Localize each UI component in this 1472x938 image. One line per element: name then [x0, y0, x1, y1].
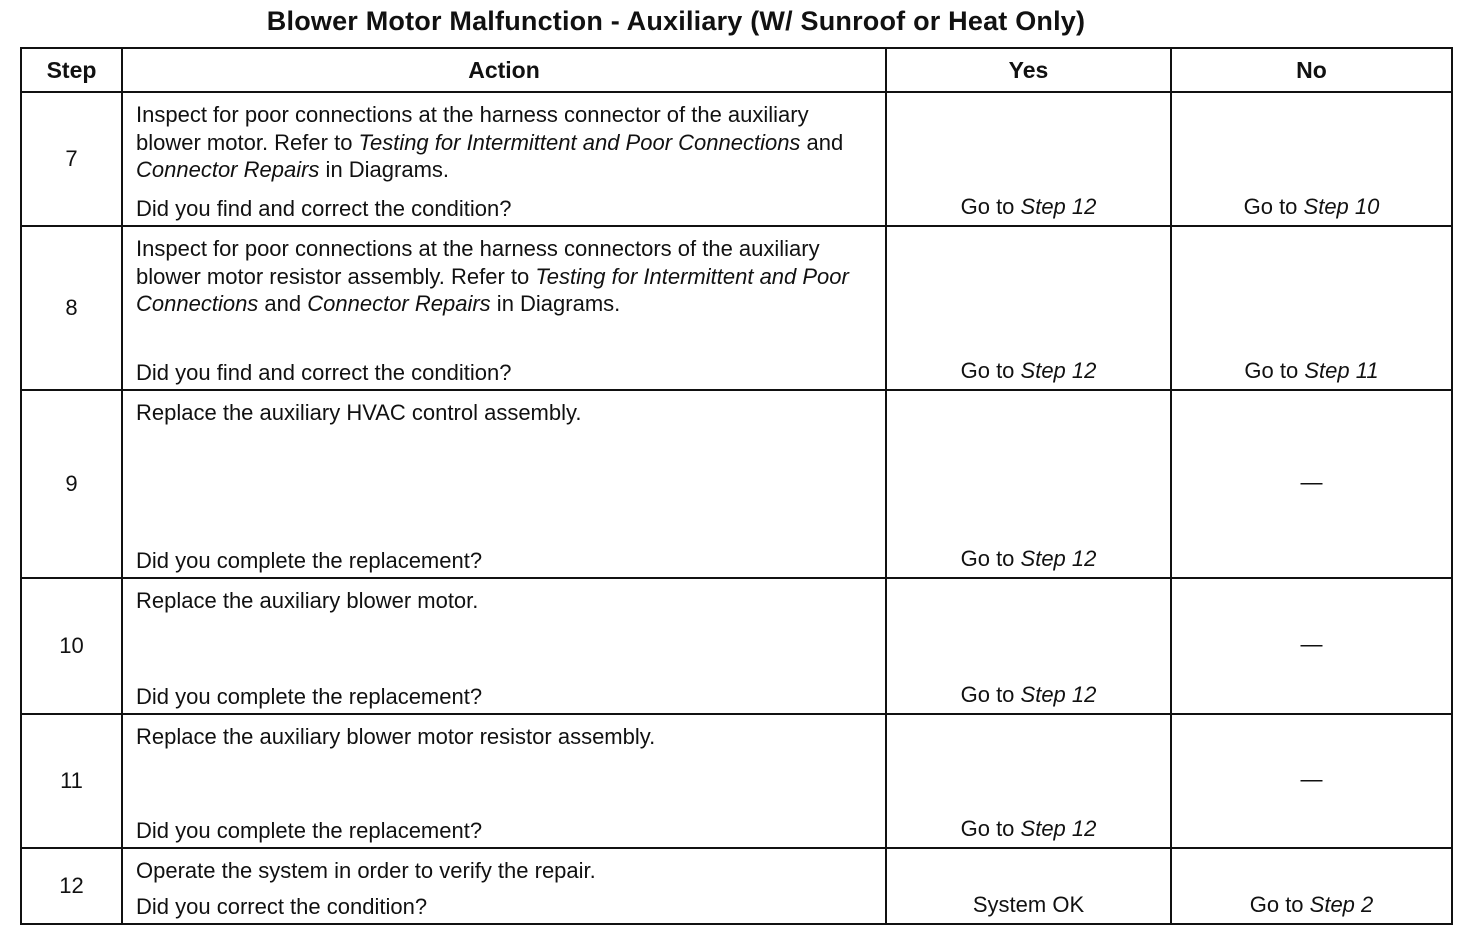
header-no: No — [1171, 48, 1452, 92]
action-text — [123, 849, 885, 885]
header-row — [21, 48, 1452, 92]
no-prefix: Go to — [1249, 892, 1310, 917]
yes-cell — [886, 578, 1171, 714]
action-cell — [122, 578, 886, 714]
page-title: Blower Motor Malfunction - Auxiliary (W/ Sunroof or Heat Only) — [266, 6, 1086, 36]
action-cell — [122, 92, 886, 226]
table-row — [21, 92, 1452, 226]
no-cell — [1171, 92, 1452, 226]
yes-step-ref: Step 12 — [1020, 194, 1097, 219]
no-answer — [1172, 892, 1451, 918]
no-answer — [1172, 194, 1451, 220]
yes-answer — [887, 194, 1170, 220]
action-text-segment: and — [258, 291, 308, 316]
yes-answer — [887, 546, 1170, 572]
no-cell — [1171, 578, 1452, 714]
action-text — [123, 391, 885, 427]
diagnostic-table — [20, 47, 1453, 925]
no-dash: — — [1300, 766, 1323, 792]
header-action: Action — [122, 48, 886, 92]
action-text-segment: Inspect for poor connections at the harness connectors of the auxiliary blower motor resistor assembly. Refer to — [136, 236, 820, 289]
step-number: 12 — [21, 848, 122, 924]
action-text-segment: in Diagrams. — [490, 291, 621, 316]
action-reference: Testing for Intermittent and Poor Connections — [358, 129, 801, 155]
action-text-segment: and — [800, 129, 844, 155]
action-text — [123, 579, 885, 615]
no-dash: — — [1300, 631, 1323, 657]
no-cell — [1171, 848, 1452, 924]
yes-cell — [886, 390, 1171, 578]
action-cell — [122, 848, 886, 924]
action-question: Did you complete the replacement? — [136, 547, 483, 573]
no-step-ref: Step 10 — [1303, 194, 1380, 219]
yes-step-ref: Step 12 — [1020, 682, 1097, 707]
yes-cell — [886, 848, 1171, 924]
no-step-ref: Step 2 — [1309, 892, 1374, 917]
no-cell — [1171, 390, 1452, 578]
yes-answer — [887, 358, 1170, 384]
action-reference: Testing for Intermittent and Poor Connections — [136, 263, 849, 316]
action-question: Did you find and correct the condition? — [136, 359, 512, 385]
yes-prefix: Go to — [960, 358, 1021, 383]
action-reference: Connector Repairs — [307, 291, 491, 316]
no-step-ref: Step 11 — [1304, 358, 1379, 383]
yes-cell — [886, 714, 1171, 848]
action-text — [123, 93, 885, 184]
yes-prefix: Go to — [960, 546, 1021, 571]
action-cell — [122, 390, 886, 578]
yes-text: System OK — [972, 892, 1085, 917]
no-cell — [1171, 714, 1452, 848]
step-number: 8 — [21, 226, 122, 390]
action-cell — [122, 226, 886, 390]
yes-step-ref: Step 12 — [1020, 546, 1097, 571]
no-answer — [1172, 358, 1451, 384]
yes-answer — [887, 816, 1170, 842]
yes-step-ref: Step 12 — [1020, 358, 1097, 383]
yes-prefix: Go to — [960, 816, 1021, 841]
step-number: 7 — [21, 92, 122, 226]
yes-step-ref: Step 12 — [1020, 816, 1097, 841]
action-text-segment: in Diagrams. — [319, 157, 450, 182]
no-prefix: Go to — [1243, 194, 1304, 219]
action-text-segment: Replace the auxiliary HVAC control assembly. — [136, 400, 582, 425]
step-number: 9 — [21, 390, 122, 578]
header-yes: Yes — [886, 48, 1171, 92]
table-row — [21, 578, 1452, 714]
yes-prefix: Go to — [960, 194, 1021, 219]
action-text — [123, 227, 885, 318]
no-cell — [1171, 226, 1452, 390]
action-text-segment: Operate the system in order to verify the repair. — [136, 858, 596, 883]
table-row — [21, 848, 1452, 924]
action-question: Did you complete the replacement? — [136, 683, 483, 709]
action-question: Did you complete the replacement? — [136, 817, 483, 843]
action-text-segment: Replace the auxiliary blower motor. — [136, 588, 479, 613]
no-dash: — — [1300, 469, 1323, 495]
action-text-segment: Replace the auxiliary blower motor resistor assembly. — [136, 724, 656, 749]
action-question: Did you find and correct the condition? — [136, 195, 512, 221]
table-row — [21, 714, 1452, 848]
yes-cell — [886, 92, 1171, 226]
table-row — [21, 226, 1452, 390]
header-step: Step — [21, 48, 122, 92]
yes-answer — [887, 682, 1170, 708]
yes-answer — [887, 892, 1170, 918]
step-number: 10 — [21, 578, 122, 714]
action-question: Did you correct the condition? — [136, 893, 428, 919]
action-reference: Connector Repairs — [136, 157, 320, 182]
action-cell — [122, 714, 886, 848]
table-row — [21, 390, 1452, 578]
action-text-segment: Inspect for poor connections at the harness connector of the auxiliary blower motor. Refer to — [136, 102, 809, 155]
yes-prefix: Go to — [960, 682, 1021, 707]
yes-cell — [886, 226, 1171, 390]
action-text — [123, 715, 885, 751]
no-prefix: Go to — [1244, 358, 1305, 383]
step-number: 11 — [21, 714, 122, 848]
